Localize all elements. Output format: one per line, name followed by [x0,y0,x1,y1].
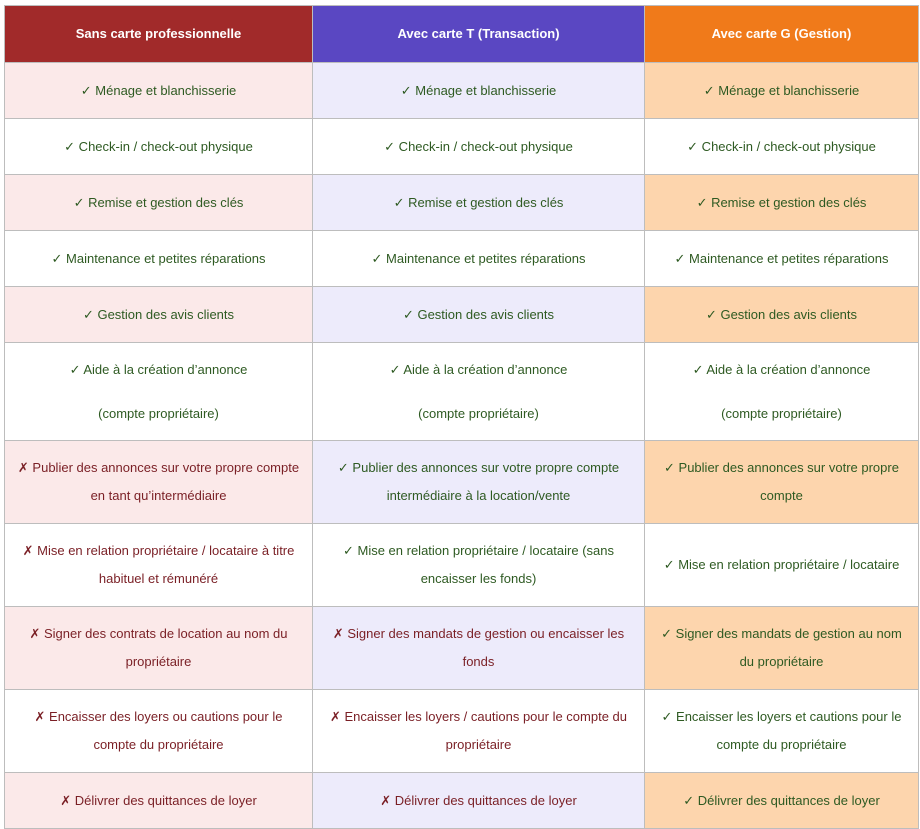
cell-text: ✓ Aide à la création d’annonce [692,361,871,377]
cell-carte-t [313,441,645,524]
table-body [5,63,919,829]
table-row [5,231,919,287]
table-row [5,524,919,607]
cell-text: ✓ Check-in / check-out physique [384,138,573,154]
cell-text: ✓ Ménage et blanchisserie [703,82,860,98]
cell-carte-t [313,63,645,119]
cell-text: ✓ Gestion des avis clients [82,306,235,322]
cell-sans-carte [5,524,313,607]
table-row [5,175,919,231]
cell-text: ✓ Gestion des avis clients [705,306,858,322]
cell-carte-g [645,690,919,773]
cell-carte-t [313,231,645,287]
cell-subtext: (compte propriétaire) [98,405,219,421]
cell-carte-t [313,524,645,607]
cell-text: ✓ Remise et gestion des clés [393,194,564,210]
table-row [5,690,919,773]
cell-carte-t [313,343,645,441]
cell-subtext: (compte propriétaire) [418,405,539,421]
cell-text: ✗ Encaisser des loyers ou cautions pour le compte du propriétaire [34,709,283,752]
cell-carte-t [313,175,645,231]
cell-carte-t [313,773,645,829]
cell-text: ✓ Encaisser les loyers et cautions pour le compte du propriétaire [661,709,902,752]
cell-text: ✗ Signer des mandats de gestion ou encaisser les fonds [332,626,625,669]
table-row [5,773,919,829]
cell-sans-carte [5,175,313,231]
table-row [5,607,919,690]
cell-sans-carte [5,343,313,441]
cell-carte-g [645,441,919,524]
cell-carte-t [313,287,645,343]
cell-text: ✓ Aide à la création d’annonce [389,361,568,377]
comparison-table [4,5,919,829]
cell-carte-t [313,690,645,773]
cell-text: ✓ Maintenance et petites réparations [674,250,889,266]
cell-carte-t [313,607,645,690]
cell-text: ✓ Publier des annonces sur votre propre compte intermédiaire à la location/vente [337,460,620,503]
cell-carte-g [645,607,919,690]
cell-text: ✓ Maintenance et petites réparations [371,250,586,266]
cell-text: ✓ Maintenance et petites réparations [51,250,266,266]
header-carte-g: Avec carte G (Gestion) [645,6,919,63]
cell-text: ✓ Gestion des avis clients [402,306,555,322]
cell-text: ✗ Délivrer des quittances de loyer [60,792,257,808]
table-row [5,343,919,441]
cell-sans-carte [5,773,313,829]
header-row [5,6,919,63]
cell-text: ✗ Publier des annonces sur votre propre compte en tant qu’intermédiaire [17,460,300,503]
cell-sans-carte [5,63,313,119]
cell-sans-carte [5,231,313,287]
cell-text: ✓ Délivrer des quittances de loyer [683,792,880,808]
cell-text: ✓ Check-in / check-out physique [687,138,876,154]
cell-carte-g [645,119,919,175]
cell-carte-g [645,231,919,287]
cell-sans-carte [5,441,313,524]
cell-text: ✗ Mise en relation propriétaire / locataire à titre habituel et rémunéré [22,543,295,586]
cell-text: ✗ Signer des contrats de location au nom du propriétaire [29,626,288,669]
cell-text: ✓ Aide à la création d’annonce [69,361,248,377]
cell-text: ✓ Remise et gestion des clés [73,194,244,210]
cell-carte-g [645,773,919,829]
cell-text: ✓ Remise et gestion des clés [696,194,867,210]
cell-carte-t [313,119,645,175]
cell-sans-carte [5,607,313,690]
cell-text: ✓ Check-in / check-out physique [64,138,253,154]
cell-carte-g [645,287,919,343]
table-row [5,441,919,524]
cell-carte-g [645,343,919,441]
cell-text: ✓ Mise en relation propriétaire / locataire [663,557,900,572]
cell-text: ✓ Signer des mandats de gestion au nom du propriétaire [661,626,902,669]
cell-text: ✗ Encaisser les loyers / cautions pour le compte du propriétaire [329,709,628,752]
header-carte-t: Avec carte T (Transaction) [313,6,645,63]
cell-subtext: (compte propriétaire) [721,405,842,421]
cell-sans-carte [5,287,313,343]
cell-sans-carte [5,690,313,773]
cell-text: ✓ Mise en relation propriétaire / locataire (sans encaisser les fonds) [342,543,614,586]
header-sans-carte: Sans carte professionnelle [5,6,313,63]
table-row [5,119,919,175]
table-row [5,287,919,343]
cell-text: ✓ Publier des annonces sur votre propre compte [664,460,899,503]
cell-carte-g [645,524,919,607]
cell-text: ✓ Ménage et blanchisserie [400,82,557,98]
cell-sans-carte [5,119,313,175]
cell-text: ✓ Ménage et blanchisserie [80,82,237,98]
table-row [5,63,919,119]
cell-carte-g [645,175,919,231]
cell-carte-g [645,63,919,119]
cell-text: ✗ Délivrer des quittances de loyer [380,792,577,808]
